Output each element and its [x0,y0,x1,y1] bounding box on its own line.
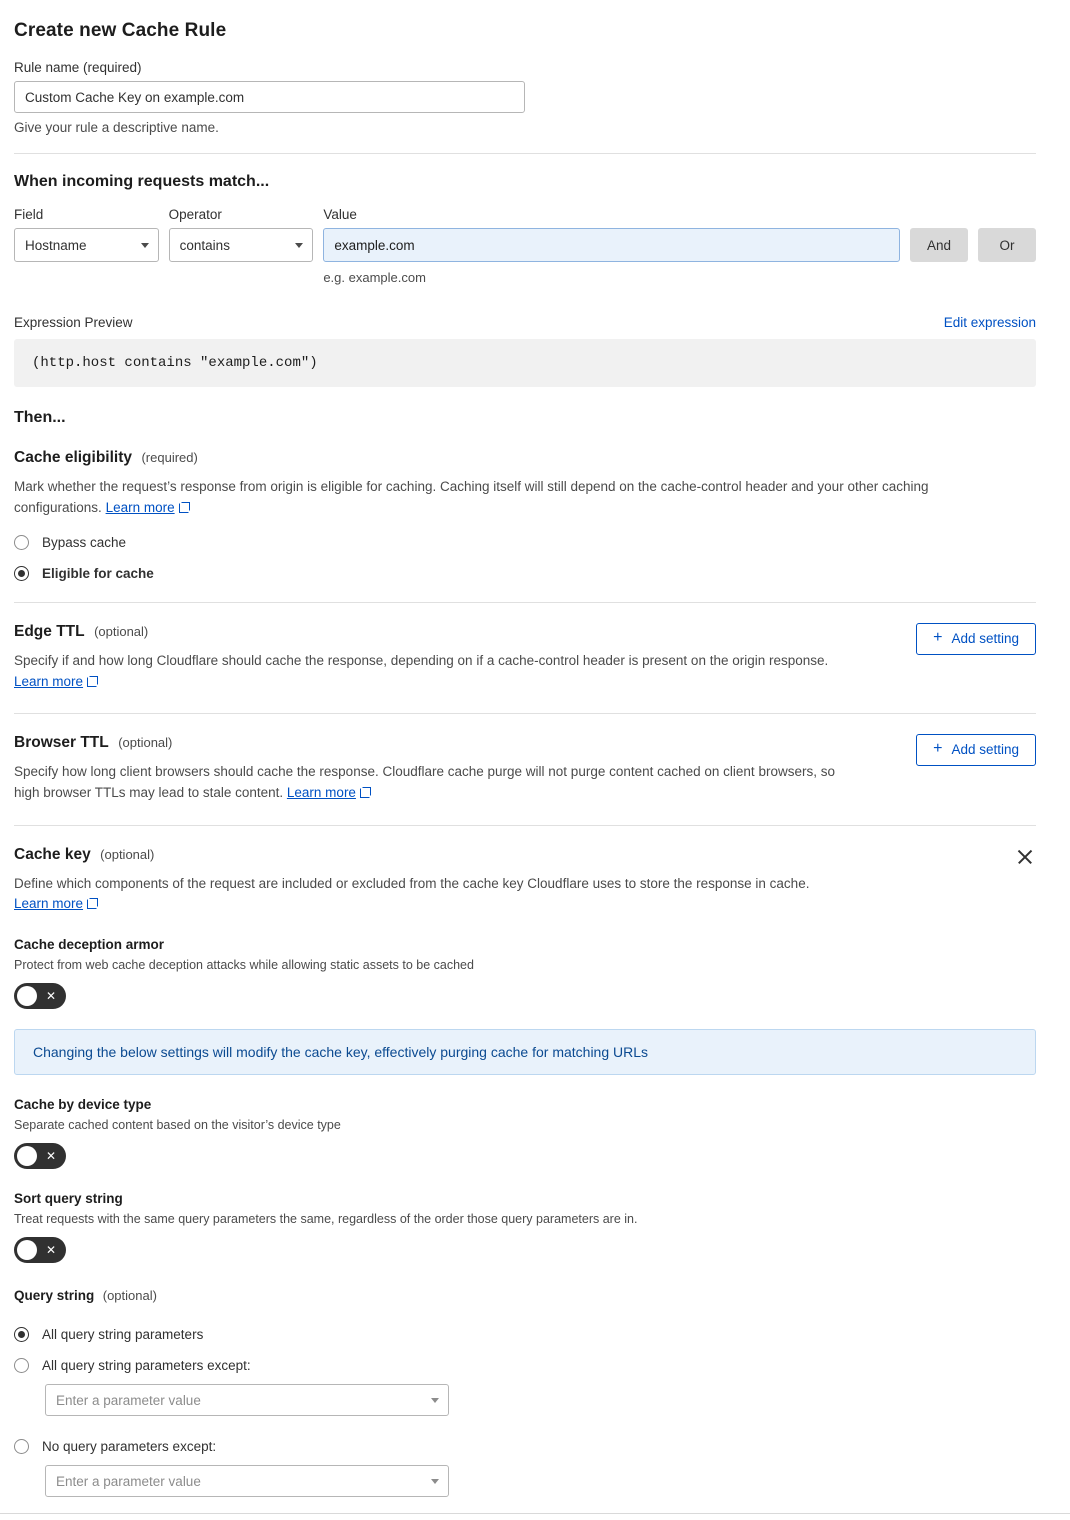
toggle-knob [17,986,37,1006]
chevron-down-icon [431,1398,439,1403]
cache-by-device-type-desc: Separate cached content based on the visitor’s device type [14,1118,341,1133]
cache-eligibility-required-tag: (required) [141,450,198,465]
field-label: Field [14,207,44,222]
page-title: Create new Cache Rule [14,20,227,41]
browser-ttl-title-row [14,734,864,752]
radio-selected-icon [14,1327,29,1342]
radio-all-query-string-parameters[interactable] [14,1327,1036,1342]
edge-ttl-title-row [14,623,864,641]
query-string-title-row [14,1287,1036,1305]
cache-key-desc-text: Define which components of the request are included or excluded from the cache key Cloudflare uses to store the response in cache. [14,875,810,891]
radio-icon [14,1358,29,1373]
plus-icon: + [933,628,943,646]
cache-deception-armor-title: Cache deception armor [14,937,165,953]
browser-ttl-add-setting-button[interactable] [916,734,1036,766]
sort-query-string-toggle[interactable] [14,1237,66,1263]
radio-eligible-for-cache[interactable] [14,566,1036,581]
value-label: Value [323,207,357,222]
operator-label: Operator [168,207,222,222]
edge-ttl-title: Edge TTL [14,622,85,640]
bottom-divider [0,1513,1070,1514]
external-link-icon [179,502,190,513]
match-heading: When incoming requests match... [14,173,270,190]
close-icon[interactable] [1014,846,1036,868]
chevron-down-icon [141,243,149,248]
toggle-knob [17,1240,37,1260]
radio-icon [14,1439,29,1454]
edge-ttl-optional-tag: (optional) [94,623,149,639]
expression-preview-box: (http.host contains "example.com") [14,339,1036,387]
expression-preview-label: Expression Preview [14,315,133,330]
cache-key-desc [14,874,809,916]
or-button[interactable]: Or [978,228,1036,262]
query-string-title: Query string [14,1288,95,1304]
cache-by-device-type-toggle[interactable] [14,1143,66,1169]
cache-key-warning-banner: Changing the below settings will modify the cache key, effectively purging cache for matching URLs [14,1029,1036,1075]
cache-by-device-type-title: Cache by device type [14,1097,152,1113]
radio-eligible-for-cache-label: Eligible for cache [42,565,154,581]
operator-select-value: contains [179,237,230,253]
all-except-parameter-placeholder: Enter a parameter value [56,1392,201,1408]
cache-key-head [14,846,1036,916]
rule-name-section [14,60,1036,135]
radio-all-query-string-parameters-label: All query string parameters [42,1327,204,1343]
cache-eligibility-title: Cache eligibility [14,449,133,466]
edge-ttl-desc-text: Specify if and how long Cloudflare should cache the response, depending on if a cache-control header is present on the origin response. [14,652,829,668]
radio-no-query-parameters-except[interactable] [14,1439,1036,1454]
divider [14,602,1036,603]
chevron-down-icon [295,243,303,248]
edge-ttl-head [14,623,1036,693]
browser-ttl-learn-more-link[interactable]: Learn more [286,784,356,800]
edge-ttl-add-setting-button[interactable] [916,623,1036,655]
browser-ttl-head [14,734,1036,804]
radio-all-query-string-parameters-except-label: All query string parameters except: [42,1358,251,1374]
expression-header [14,315,1036,330]
cache-key-title-row [14,846,809,864]
edge-ttl-desc [14,651,864,693]
radio-selected-icon [14,566,29,581]
no-except-parameter-input[interactable] [45,1465,449,1497]
operator-select[interactable] [169,228,314,262]
browser-ttl-add-setting-label: Add setting [951,742,1019,758]
toggle-off-icon: ✕ [45,1243,56,1258]
chevron-down-icon [431,1479,439,1484]
edge-ttl-add-setting-label: Add setting [951,631,1019,647]
browser-ttl-desc [14,762,864,804]
cache-key-section [14,846,1036,1498]
edge-ttl-learn-more-link[interactable]: Learn more [14,673,84,689]
then-heading: Then... [14,409,66,426]
browser-ttl-title: Browser TTL [14,733,109,751]
toggle-off-icon: ✕ [45,1149,56,1164]
all-except-parameter-input[interactable] [45,1384,449,1416]
edge-ttl-text [14,623,864,693]
cache-eligibility-desc-text: Mark whether the request’s response from origin is eligible for caching. Caching itself will still depend on the cache-control header and your other caching configurations. [14,479,929,515]
edge-ttl-section [14,623,1036,693]
cache-key-text [14,846,809,916]
sort-query-string-desc: Treat requests with the same query parameters the same, regardless of the order those query parameters are in. [14,1212,638,1227]
radio-bypass-cache-label: Bypass cache [42,534,127,550]
radio-no-query-parameters-except-label: No query parameters except: [42,1439,217,1455]
cache-key-title: Cache key [14,845,91,863]
field-column [14,207,159,262]
rule-name-input[interactable] [14,81,525,113]
browser-ttl-desc-text: Specify how long client browsers should cache the response. Cloudflare cache purge will not purge content cached on client browsers, so high browser TTLs may lead to stale content. [14,763,835,800]
browser-ttl-section [14,734,1036,804]
cache-eligibility-learn-more-link[interactable]: Learn more [105,499,175,515]
logic-buttons [910,207,1036,262]
cache-key-optional-tag: (optional) [100,846,155,862]
cache-deception-armor-desc: Protect from web cache deception attacks while allowing static assets to be cached [14,958,474,973]
value-hint: e.g. example.com [323,270,426,285]
and-button[interactable]: And [910,228,968,262]
match-row [14,207,1036,285]
no-except-parameter-placeholder: Enter a parameter value [56,1473,201,1489]
cache-eligibility-section [14,449,1036,581]
external-link-icon [87,676,98,687]
cache-key-learn-more-link[interactable]: Learn more [14,896,84,912]
browser-ttl-optional-tag: (optional) [118,734,173,750]
rule-name-label: Rule name (required) [14,60,142,75]
radio-icon [14,535,29,550]
external-link-icon [360,787,371,798]
radio-bypass-cache[interactable] [14,535,1036,550]
external-link-icon [87,898,98,909]
toggle-off-icon: ✕ [45,989,56,1004]
query-string-optional-tag: (optional) [102,1288,157,1304]
value-column [323,207,900,285]
field-select[interactable] [14,228,159,262]
rule-name-help: Give your rule a descriptive name. [14,120,219,135]
value-input[interactable] [323,228,900,262]
divider [14,825,1036,826]
sort-query-string-title: Sort query string [14,1191,123,1207]
browser-ttl-text [14,734,864,804]
toggle-knob [17,1146,37,1166]
cache-eligibility-title-row [14,449,1036,467]
field-select-value: Hostname [25,237,87,253]
cache-eligibility-desc [14,477,1019,519]
radio-all-query-string-parameters-except[interactable] [14,1358,1036,1373]
plus-icon: + [933,739,943,757]
edit-expression-link[interactable]: Edit expression [943,315,1036,330]
cache-deception-armor-toggle[interactable] [14,983,66,1009]
divider [14,153,1036,154]
operator-column [169,207,314,262]
divider [14,713,1036,714]
